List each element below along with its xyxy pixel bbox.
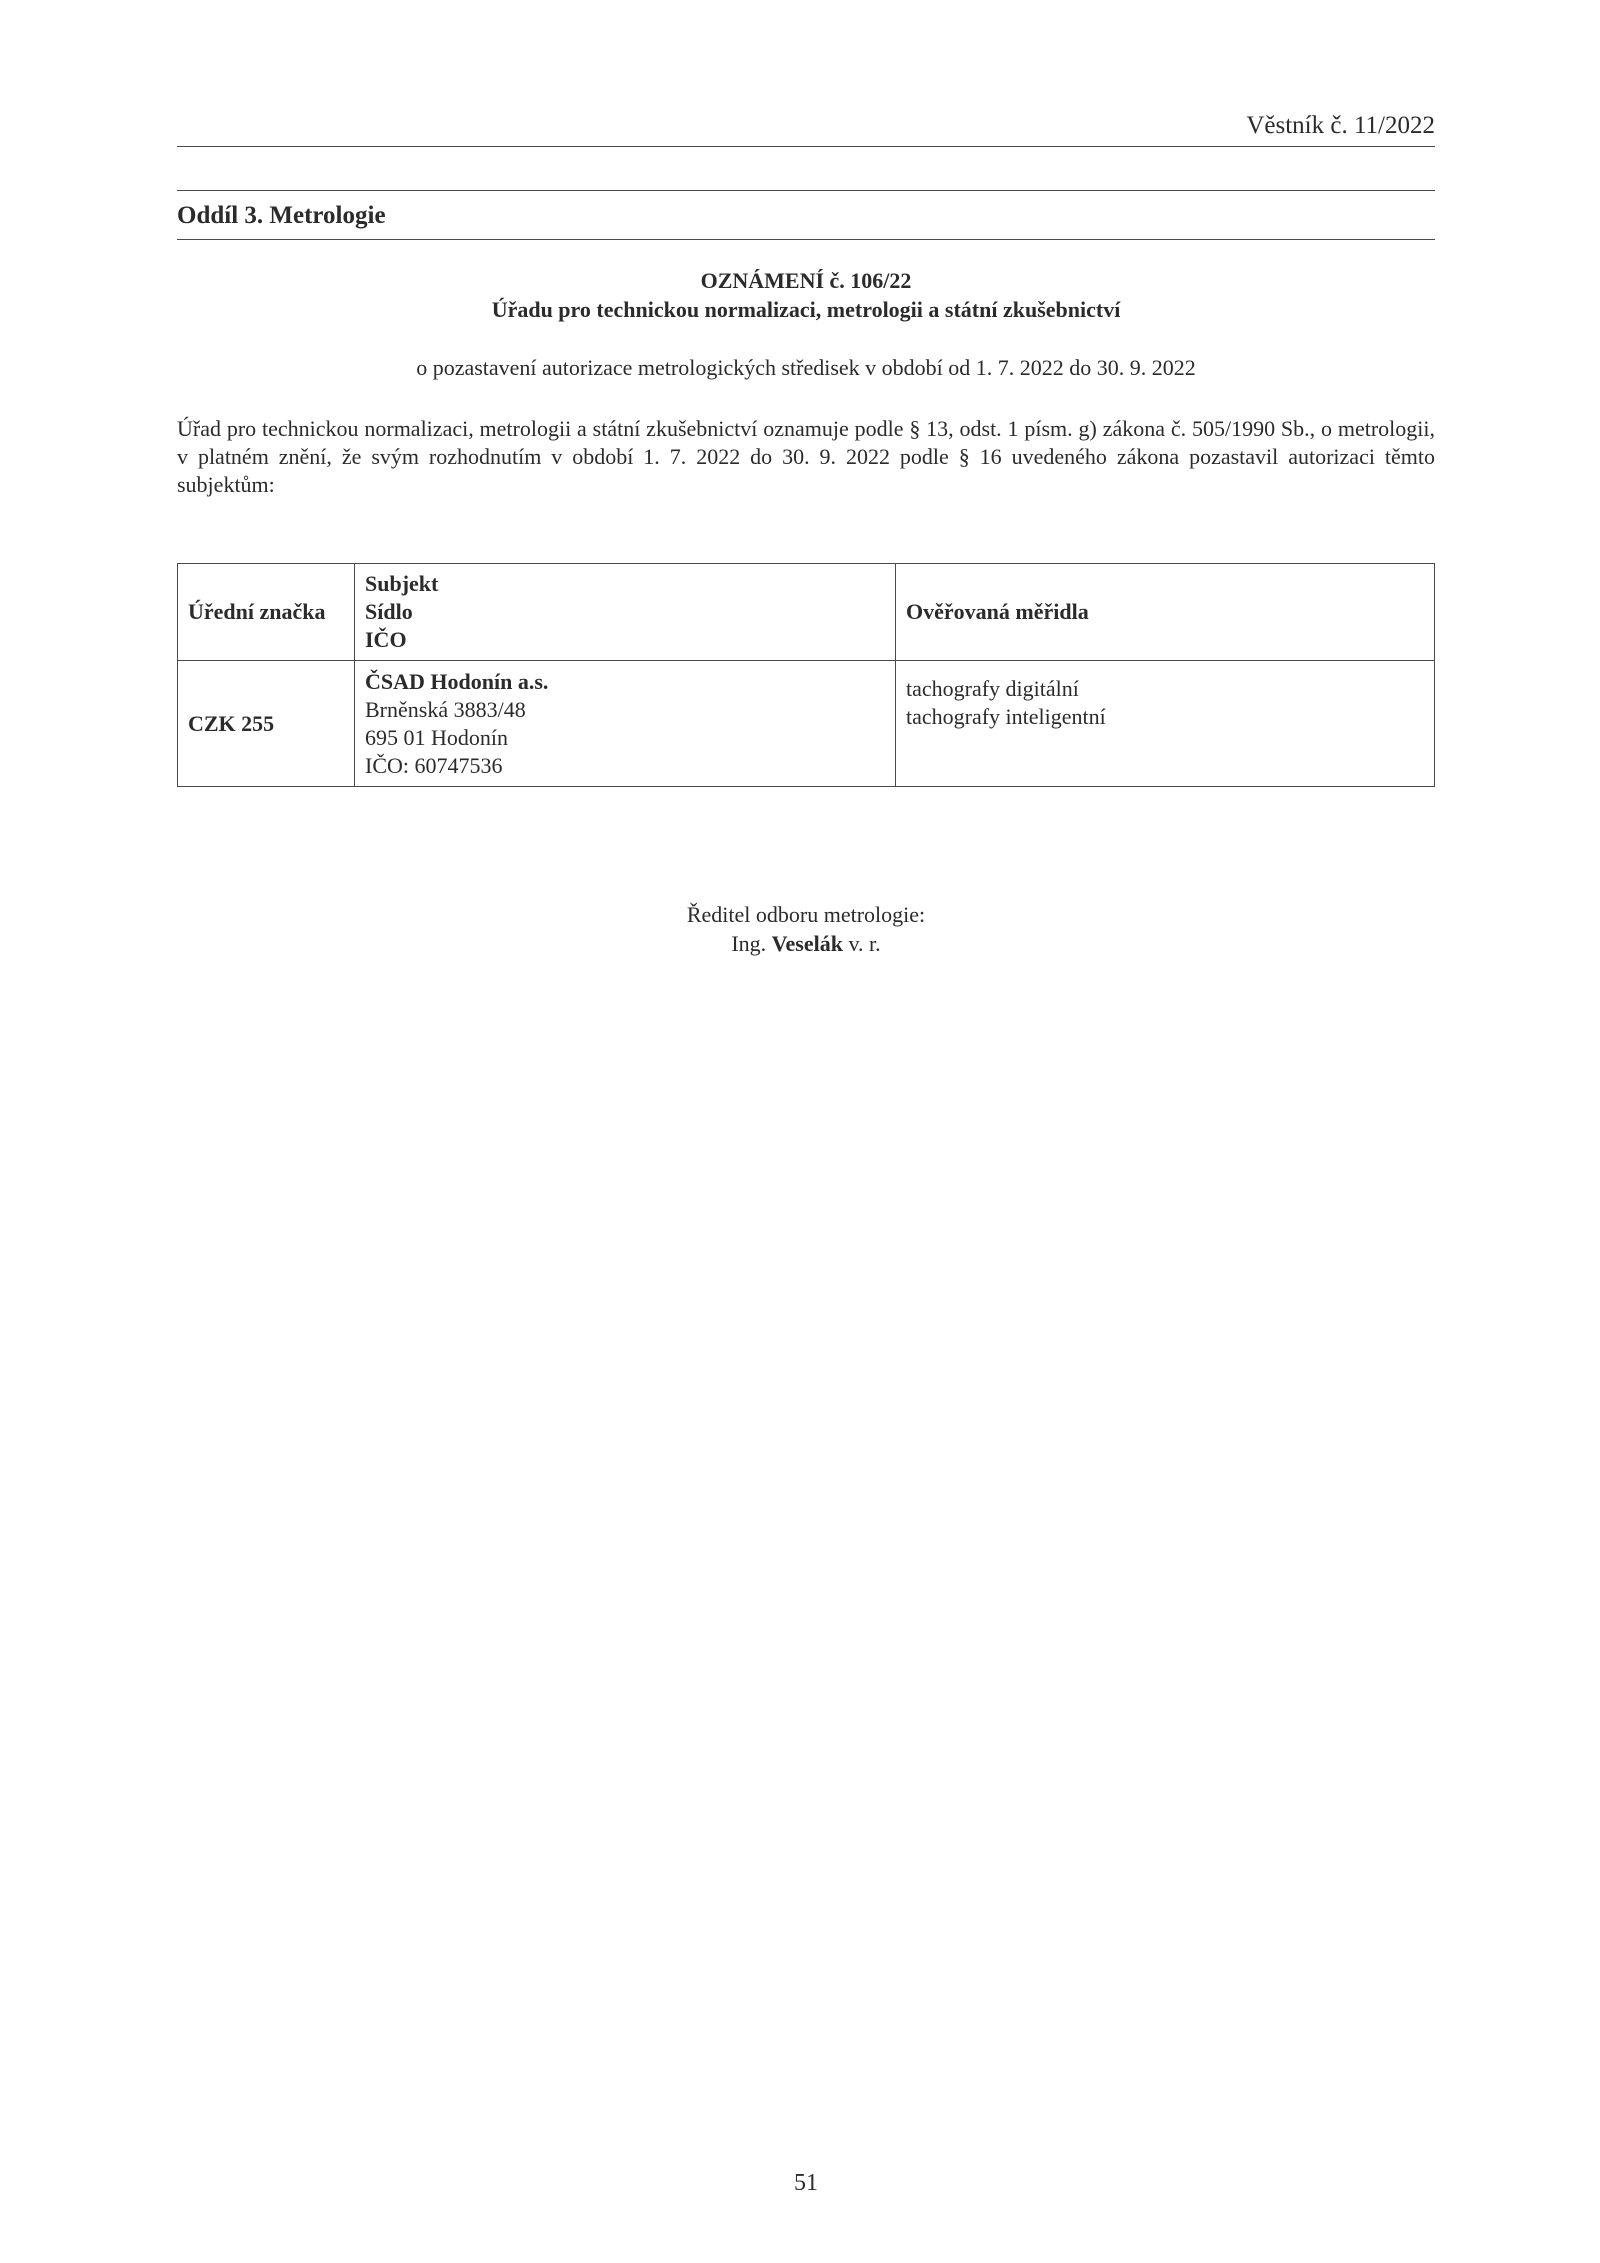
notice-body: Úřad pro technickou normalizaci, metrologii a státní zkušebnictví oznamuje podle § 13, odst. 1 písm. g) zákona č. 505/1990 Sb., o metrologii, v platném znění, že svým rozhodnutím v období 1. 7. 2022 do 30. 9. 2022 podle § 16 uvedeného zákona pozastavil autorizaci těmto subjektům: bbox=[177, 416, 1435, 497]
row-subject-street: Brněnská 3883/48 bbox=[365, 696, 526, 722]
bulletin-issue-header: Věstník č. 11/2022 bbox=[1246, 112, 1435, 139]
table-row bbox=[178, 661, 1435, 787]
header-instruments: Ověřovaná měřidla bbox=[896, 564, 1435, 661]
signature-title-prefix: Ing. bbox=[731, 931, 767, 956]
authorization-table bbox=[177, 563, 1435, 787]
signature-name bbox=[177, 931, 1435, 957]
header-subject bbox=[355, 564, 896, 661]
section-divider-top bbox=[177, 190, 1435, 191]
notice-authority: Úřadu pro technickou normalizaci, metrologii a státní zkušebnictví bbox=[491, 297, 1121, 322]
row-instruments bbox=[896, 661, 1435, 787]
header-official-mark: Úřední značka bbox=[178, 564, 355, 661]
header-subject-label: Subjekt bbox=[365, 571, 439, 596]
row-instrument-2: tachografy inteligentní bbox=[906, 704, 1106, 729]
row-subject bbox=[355, 661, 896, 787]
row-official-mark: CZK 255 bbox=[178, 661, 355, 787]
row-subject-ico: IČO: 60747536 bbox=[365, 752, 503, 778]
header-divider bbox=[177, 146, 1435, 147]
row-subject-name: ČSAD Hodonín a.s. bbox=[365, 668, 549, 694]
row-subject-city: 695 01 Hodonín bbox=[365, 724, 508, 750]
table-header-row bbox=[178, 564, 1435, 661]
signature-suffix: v. r. bbox=[848, 931, 881, 956]
row-instrument-1: tachografy digitální bbox=[906, 676, 1079, 701]
section-divider-bottom bbox=[177, 239, 1435, 240]
notice-subject: o pozastavení autorizace metrologických středisek v období od 1. 7. 2022 do 30. 9. 2022 bbox=[416, 355, 1196, 380]
notice-number: OZNÁMENÍ č. 106/22 bbox=[700, 268, 912, 293]
header-seat-label: Sídlo bbox=[365, 599, 413, 624]
signature-surname: Veselák bbox=[771, 931, 843, 956]
section-title: Oddíl 3. Metrologie bbox=[177, 202, 386, 229]
page-number: 51 bbox=[794, 2170, 818, 2196]
header-ico-label: IČO bbox=[365, 627, 407, 652]
signature-role: Ředitel odboru metrologie: bbox=[686, 902, 926, 927]
